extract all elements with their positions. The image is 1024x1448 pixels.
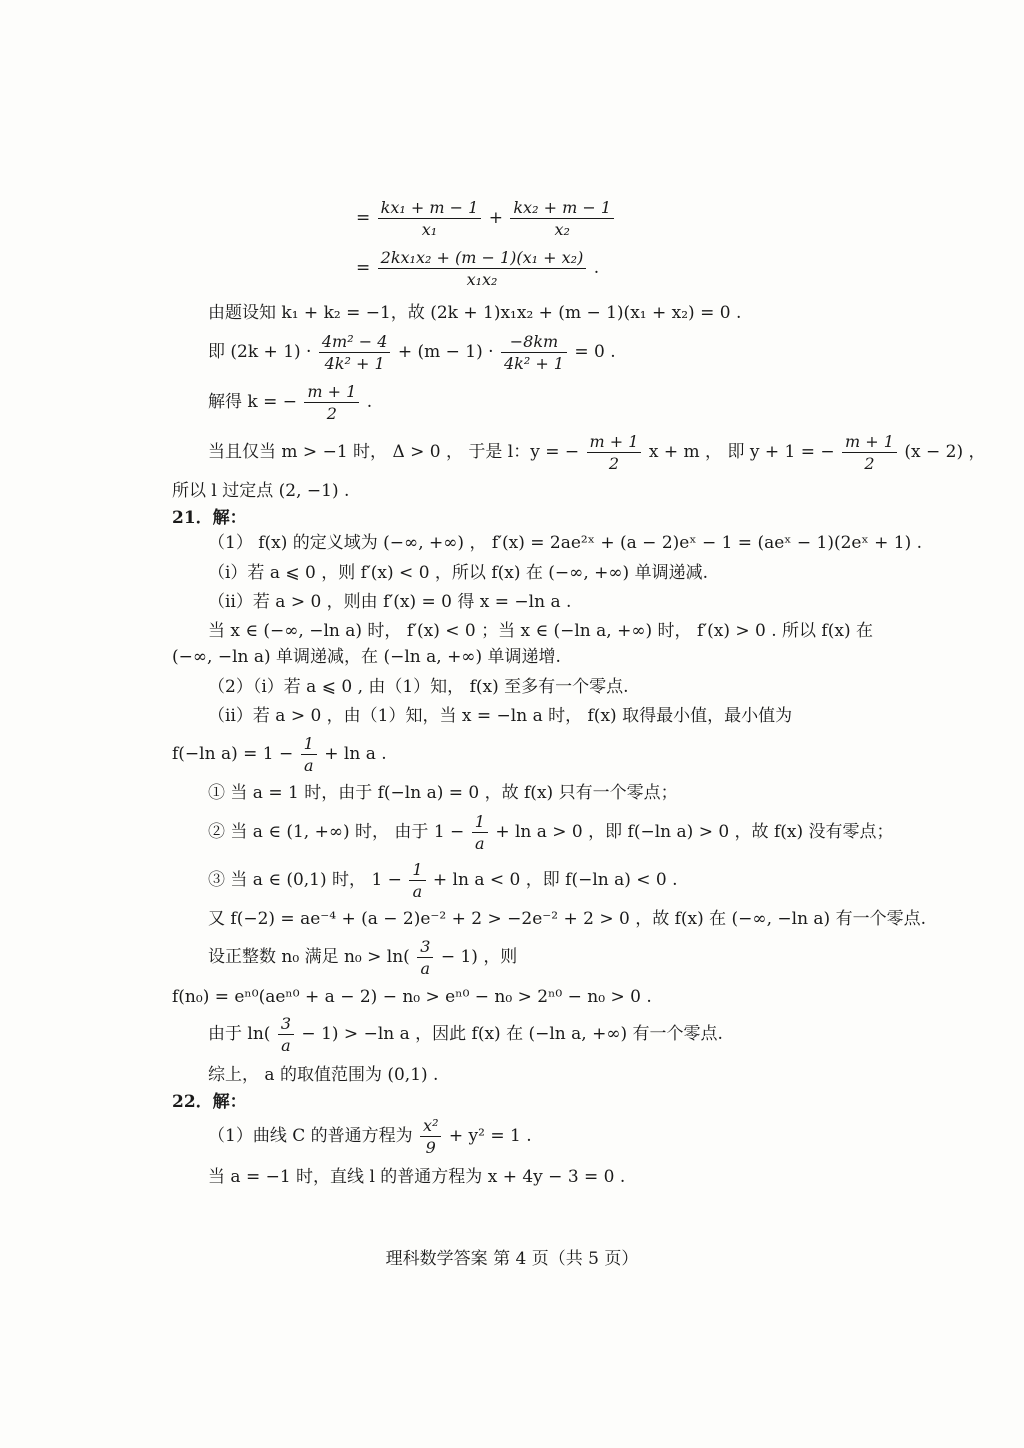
fraction (304, 382, 359, 423)
numerator: 1 (472, 812, 488, 833)
equation-line-1 (356, 198, 616, 239)
plus-sign: + (488, 208, 503, 228)
numerator: −8km (501, 332, 567, 353)
expr-part: 解得 k = − (208, 392, 298, 412)
expr-part: f(−ln a) = 1 − (172, 744, 294, 764)
expr-part: = 0 . (574, 342, 616, 362)
condition-line: 由题设知 k₁ + k₂ = −1，故 (2k + 1)x₁x₂ + (m − 1)(x₁ + x₂) = 0 . (208, 303, 742, 323)
expr-part: ③ 当 a ∈ (0,1) 时， 1 − (208, 870, 402, 890)
denominator: x₁ (421, 220, 438, 239)
denominator: x₁x₂ (466, 270, 498, 289)
denominator: 2 (326, 404, 337, 423)
expr-part: x + m ， 即 y + 1 = − (648, 442, 835, 462)
p21-line: 又 f(−2) = ae⁻⁴ + (a − 2)e⁻² + 2 > −2e⁻² + 2 > 0 ，故 f(x) 在 (−∞, −ln a) 有一个零点. (208, 909, 927, 929)
p21-line: (−∞, −ln a) 单调递减，在 (−ln a, +∞) 单调递增. (172, 647, 561, 667)
p21-line: （ⅰ）若 a ⩽ 0 ，则 f′(x) < 0 ，所以 f(x) 在 (−∞, +∞) 单调递减. (208, 563, 708, 583)
expr-part: 即 (2k + 1) · (208, 342, 312, 362)
numerator: 2kx₁x₂ + (m − 1)(x₁ + x₂) (378, 248, 587, 269)
p21-n0-line (208, 937, 517, 978)
expr-part: （1）曲线 C 的普通方程为 (208, 1126, 413, 1146)
expr-part: + (m − 1) · (397, 342, 494, 362)
problem-22-heading: 22．解： (172, 1092, 247, 1112)
numerator: kx₂ + m − 1 (510, 198, 614, 219)
fraction (472, 812, 488, 853)
page-footer: 理科数学答案 第 4 页（共 5 页） (385, 1249, 639, 1269)
p21-case-1: ① 当 a = 1 时，由于 f(−ln a) = 0 ，故 f(x) 只有一个零点； (208, 783, 678, 803)
fraction (420, 1116, 441, 1157)
line-equation-line (208, 432, 986, 473)
expr-part: + ln a . (324, 744, 387, 764)
p21-because-line (208, 1014, 723, 1055)
p21-line: （ⅱ）若 a > 0 ，由（1）知，当 x = −ln a 时， f(x) 取得最小值，最小值为 (208, 706, 793, 726)
denominator: 9 (425, 1138, 436, 1157)
denominator: a (281, 1036, 291, 1055)
p21-line: 当 x ∈ (−∞, −ln a) 时， f′(x) < 0 ；当 x ∈ (−ln a, +∞) 时， f′(x) > 0 . 所以 f(x) 在 (208, 621, 873, 641)
numerator: 1 (301, 734, 317, 755)
fraction (409, 860, 425, 901)
fraction (301, 734, 317, 775)
fraction (319, 332, 391, 373)
denominator: 4k² + 1 (503, 354, 564, 373)
expr-part: 由于 ln( (208, 1024, 271, 1044)
numerator: 3 (278, 1014, 294, 1035)
p21-min-line (172, 734, 387, 775)
denominator: x₂ (554, 220, 570, 239)
fraction (501, 332, 567, 373)
numerator: 4m² − 4 (319, 332, 391, 353)
solve-line (208, 382, 372, 423)
expr-part: (x − 2) ， (904, 442, 986, 462)
substitution-line (208, 332, 616, 373)
fraction (278, 1014, 294, 1055)
period: . (366, 392, 373, 412)
fraction (378, 198, 482, 239)
p21-line: （ⅱ）若 a > 0 ，则由 f′(x) = 0 得 x = −ln a . (208, 592, 572, 612)
denominator: a (475, 834, 485, 853)
expr-part: ② 当 a ∈ (1, +∞) 时， 由于 1 − (208, 822, 465, 842)
denominator: a (420, 959, 431, 978)
p21-conclusion: 综上， a 的取值范围为 (0,1) . (208, 1065, 439, 1085)
period: . (593, 258, 600, 278)
p21-line: （1） f(x) 的定义域为 (−∞, +∞) ， f′(x) = 2ae²ˣ + (a − 2)eˣ − 1 = (aeˣ − 1)(2eˣ + 1) . (208, 533, 923, 553)
denominator: 2 (608, 454, 620, 473)
p22-curve-line (208, 1116, 532, 1157)
p21-case-2 (208, 812, 894, 853)
expr-part: − 1) ，则 (440, 947, 518, 967)
expr-part: + ln a > 0 ，即 f(−ln a) > 0 ，故 f(x) 没有零点； (495, 822, 894, 842)
denominator: a (412, 882, 423, 901)
p21-line: （2）（ⅰ）若 a ⩽ 0 , 由（1）知， f(x) 至多有一个零点. (208, 677, 629, 697)
numerator: 1 (409, 860, 425, 881)
denominator: a (303, 756, 314, 775)
fraction (587, 432, 642, 473)
expr-part: + y² = 1 . (448, 1126, 532, 1146)
numerator: m + 1 (842, 432, 897, 453)
numerator: 3 (417, 937, 433, 958)
expr-part: − 1) > −ln a ，因此 f(x) 在 (−ln a, +∞) 有一个零点. (301, 1024, 723, 1044)
p22-line: 当 a = −1 时，直线 l 的普通方程为 x + 4y − 3 = 0 . (208, 1167, 626, 1187)
p21-case-3 (208, 860, 678, 901)
fraction (510, 198, 614, 239)
denominator: 4k² + 1 (324, 354, 385, 373)
p21-line: f(n₀) = eⁿ⁰(aeⁿ⁰ + a − 2) − n₀ > eⁿ⁰ − n₀ > 2ⁿ⁰ − n₀ > 0 . (172, 987, 652, 1007)
denominator: 2 (864, 454, 875, 473)
equation-line-2 (356, 248, 599, 289)
equals-sign: = (356, 258, 371, 278)
expr-part: 设正整数 n₀ 满足 n₀ > ln( (208, 947, 410, 967)
expr-part: 当且仅当 m > −1 时， Δ > 0 ， 于是 l：y = − (208, 442, 580, 462)
numerator: x² (420, 1116, 441, 1137)
fixed-point-line: 所以 l 过定点 (2, −1) . (172, 481, 350, 501)
fraction (378, 248, 587, 289)
equals-sign: = (356, 208, 371, 228)
fraction (417, 937, 433, 978)
numerator: kx₁ + m − 1 (378, 198, 482, 219)
problem-21-heading: 21．解： (172, 508, 247, 528)
expr-part: + ln a < 0 ，即 f(−ln a) < 0 . (432, 870, 678, 890)
numerator: m + 1 (587, 432, 642, 453)
numerator: m + 1 (304, 382, 359, 403)
fraction (842, 432, 897, 473)
